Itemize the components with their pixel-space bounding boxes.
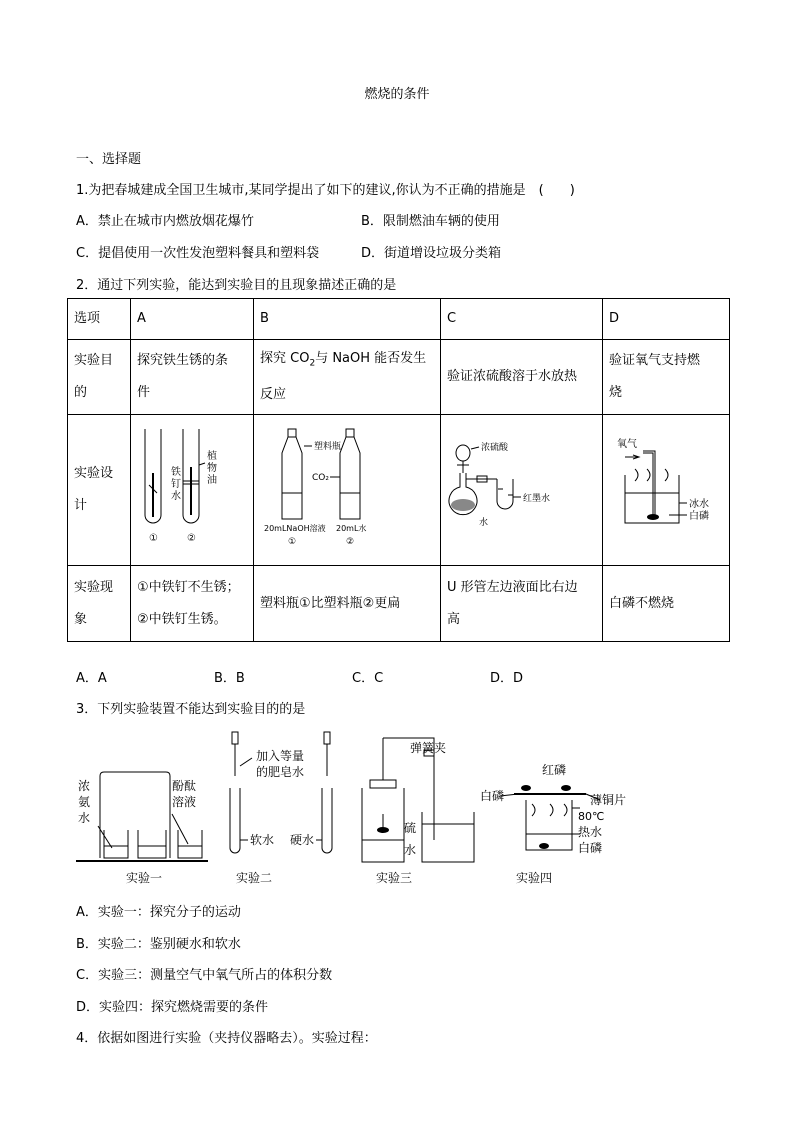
q2-answer-d: D．D [490, 671, 524, 686]
svg-text:酚酞: 酚酞 [172, 779, 197, 793]
svg-text:硬水: 硬水 [290, 833, 315, 847]
design-d-cell [603, 415, 730, 566]
header-d: D [603, 299, 730, 340]
q3-option-c: C．实验三：测量空气中氧气所占的体积分数 [76, 968, 333, 983]
svg-text:钉: 钉 [171, 479, 181, 490]
svg-text:白磷: 白磷 [689, 511, 709, 522]
purpose-d: 验证氧气支持燃 烧 [603, 340, 730, 415]
rust-experiment-figure [131, 415, 253, 552]
svg-text:铁: 铁 [171, 467, 181, 478]
svg-text:热水: 热水 [578, 825, 603, 839]
svg-text:植: 植 [207, 451, 217, 462]
q3-option-a: A．实验一：探究分子的运动 [76, 905, 241, 920]
q1-stem: 1.为把春城建成全国卫生城市,某同学提出了如下的建议,你认为不正确的措施是 ( ) [76, 183, 575, 198]
table-row-purpose [68, 340, 730, 415]
q1-option-b: B．限制燃油车辆的使用 [361, 214, 500, 229]
purpose-c: 验证浓硫酸溶于水放热 [441, 340, 603, 415]
svg-text:弹簧夹: 弹簧夹 [410, 741, 447, 755]
q3-option-d: D．实验四：探究燃烧需要的条件 [76, 1000, 269, 1015]
page-title: 燃烧的条件 [364, 87, 430, 102]
q3-option-b: B．实验二：鉴别硬水和软水 [76, 937, 241, 952]
svg-text:塑料瓶: 塑料瓶 [314, 442, 342, 452]
acid-ushape-figure [441, 415, 602, 552]
svg-text:物: 物 [207, 463, 217, 474]
q1-option-c: C．提倡使用一次性发泡塑料餐具和塑料袋 [76, 246, 320, 261]
table-row-design [68, 415, 730, 566]
q2-table [67, 298, 730, 642]
svg-text:溶液: 溶液 [172, 795, 197, 809]
section-heading: 一、选择题 [76, 152, 142, 167]
table-header-row [68, 299, 730, 340]
svg-text:氨: 氨 [78, 795, 91, 809]
q2-stem: 2．通过下列实验，能达到实验目的且现象描述正确的是 [76, 278, 397, 293]
svg-text:20mL水: 20mL水 [336, 524, 367, 533]
svg-text:软水: 软水 [250, 833, 275, 847]
svg-text:浓: 浓 [78, 779, 91, 793]
svg-text:加入等量: 加入等量 [256, 749, 305, 763]
purpose-label: 实验目 的 [68, 340, 131, 415]
svg-text:水: 水 [171, 491, 181, 502]
svg-text:氧气: 氧气 [617, 439, 637, 450]
q1-option-a: A．禁止在城市内燃放烟花爆竹 [76, 214, 254, 229]
q3-stem: 3．下列实验装置不能达到实验目的的是 [76, 702, 306, 717]
phen-label: 实验现 象 [68, 566, 131, 642]
svg-text:水: 水 [404, 843, 417, 857]
header-b: B [254, 299, 441, 340]
phen-d: 白磷不燃烧 [603, 566, 730, 642]
design-a-cell [131, 415, 254, 566]
svg-text:红墨水: 红墨水 [523, 494, 551, 504]
q2-answer-b: B．B [214, 671, 245, 686]
svg-text:冰水: 冰水 [689, 499, 709, 510]
q2-answer-a: A．A [76, 671, 107, 686]
svg-text:红磷: 红磷 [542, 763, 567, 777]
phen-a: ①中铁钉不生锈； ②中铁钉生锈。 [131, 566, 254, 642]
svg-text:油: 油 [207, 475, 217, 486]
design-c-cell [441, 415, 603, 566]
svg-text:水: 水 [78, 811, 91, 825]
svg-text:②: ② [346, 537, 355, 547]
svg-text:80℃: 80℃ [578, 810, 605, 823]
svg-text:的肥皂水: 的肥皂水 [256, 765, 305, 779]
header-c: C [441, 299, 603, 340]
svg-text:水: 水 [479, 518, 489, 528]
purpose-b: 探究 $CO_2$与 NaOH 能否发生 反应 [254, 340, 441, 415]
svg-text:实验一: 实验一 [126, 871, 163, 885]
q3-figure [70, 728, 670, 888]
phen-c: U 形管左边液面比右边 高 [441, 566, 603, 642]
svg-text:①: ① [149, 533, 158, 544]
svg-text:②: ② [187, 533, 196, 544]
q1-option-d: D．街道增设垃圾分类箱 [361, 246, 502, 261]
svg-text:实验二: 实验二 [236, 871, 273, 885]
svg-text:实验三: 实验三 [376, 871, 413, 885]
design-label: 实验设 计 [68, 415, 131, 566]
phen-b: 塑料瓶①比塑料瓶②更扁 [254, 566, 441, 642]
purpose-a: 探究铁生锈的条 件 [131, 340, 254, 415]
svg-text:浓硫酸: 浓硫酸 [481, 443, 509, 453]
header-option: 选项 [68, 299, 131, 340]
table-row-phenomenon [68, 566, 730, 642]
q2-answer-c: C．C [352, 671, 384, 686]
svg-text:白磷: 白磷 [578, 841, 603, 855]
svg-text:20mLNaOH溶液: 20mLNaOH溶液 [264, 524, 326, 533]
svg-text:硫: 硫 [404, 821, 417, 835]
svg-text:①: ① [288, 537, 297, 547]
white-p-icewater-figure [603, 415, 729, 552]
svg-text:实验四: 实验四 [516, 871, 553, 885]
design-b-cell [254, 415, 441, 566]
svg-text:薄铜片: 薄铜片 [590, 793, 627, 807]
svg-text:白磷: 白磷 [480, 789, 505, 803]
q4-stem: 4．依据如图进行实验（夹持仪器略去）。实验过程： [76, 1031, 377, 1046]
co2-bottles-figure [254, 415, 440, 552]
svg-text:CO₂: CO₂ [312, 473, 329, 483]
header-a: A [131, 299, 254, 340]
